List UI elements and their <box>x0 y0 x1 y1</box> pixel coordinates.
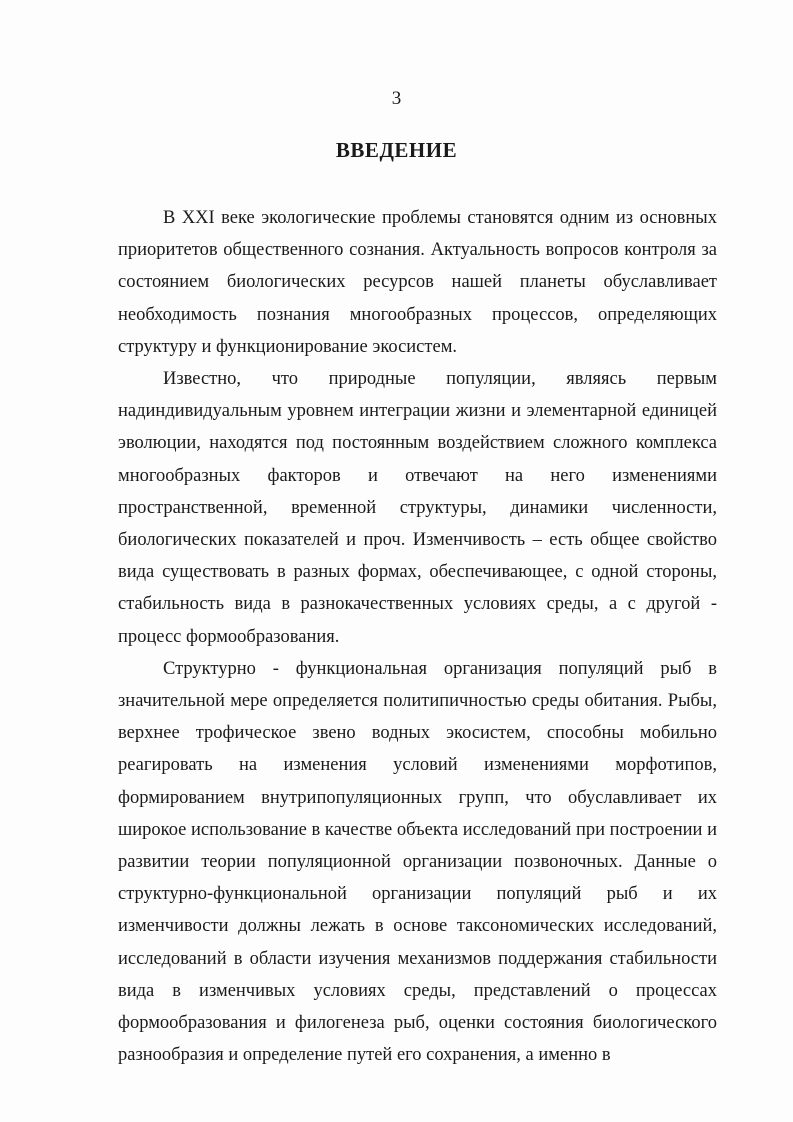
page-title: ВВЕДЕНИЕ <box>335 138 458 162</box>
document-body <box>118 202 717 1071</box>
paragraph-fish-organization: Структурно - функциональная организация популяций рыб в значительной мере определяется политипичностью среды обитания. Рыбы, верхнее трофическое звено водных экосистем, способны мобильно реагировать на изменения условий изменениями морфотипов, формированием внутрипопуляционных групп, что обуславливает их широкое использование в качестве объекта исследований при построении и развитии теории популяционной организации позвоночных. Данные о структурно-функциональной организации популяций рыб и их изменчивости должны лежать в основе таксономических исследований, исследований в области изучения механизмов поддержания стабильности вида в изменчивых условиях среды, представлений о процессах формообразования и филогенеза рыб, оценки состояния биологического разнообразия и определение путей его сохранения, а именно в <box>118 658 717 1066</box>
page-number: 3 <box>391 88 402 109</box>
paragraph-intro: В XXI веке экологические проблемы становятся одним из основных приоритетов общественного сознания. Актуальность вопросов контроля за состоянием биологических ресурсов нашей планеты обуславливает необходимость познания многообразных процессов, определяющих структуру и функционирование экосистем. <box>118 208 717 357</box>
paragraph-populations: Известно, что природные популяции, являясь первым надиндивидуальным уровнем интеграции жизни и элементарной единицей эволюции, находятся под постоянным воздействием сложного комплекса многообразных факторов и отвечают на него изменениями пространственной, временной структуры, динамики численности, биологических показателей и проч. Изменчивость – есть общее свойство вида существовать в разных формах, обеспечивающее, с одной стороны, стабильность вида в разнокачественных условиях среды, а с другой - процесс формообразования. <box>118 369 717 647</box>
